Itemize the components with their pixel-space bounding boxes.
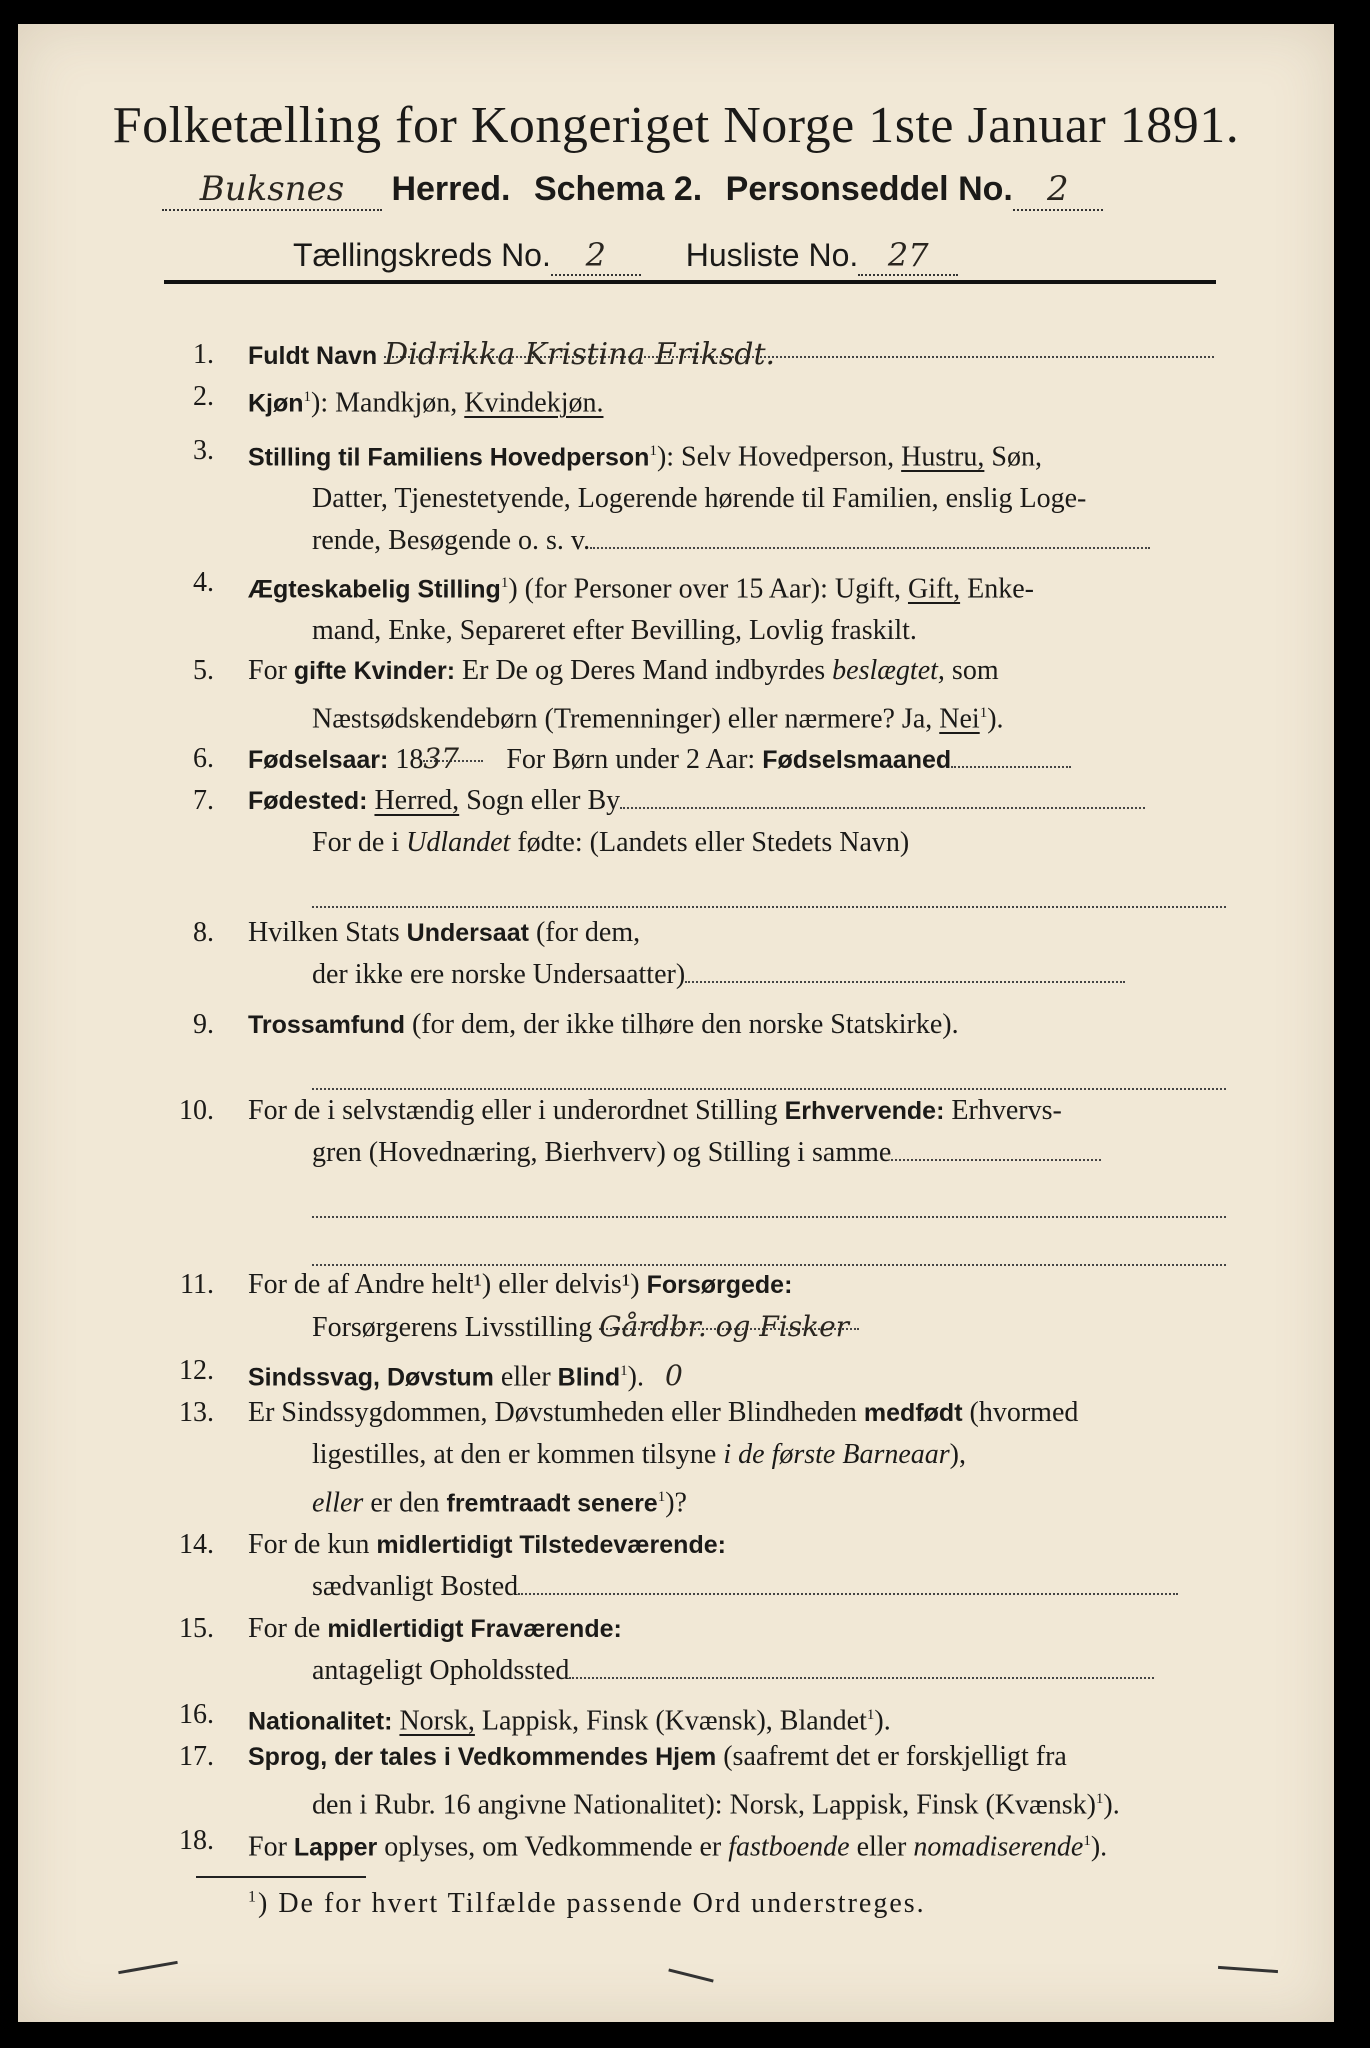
kreds-field[interactable] <box>551 236 641 276</box>
personseddel-no: 2 <box>1047 169 1069 209</box>
item-number: 4. <box>193 567 214 598</box>
item-label: midlertidigt Fraværende: <box>327 1615 622 1643</box>
birthplace-field[interactable] <box>620 785 1145 809</box>
occupation-field[interactable] <box>891 1137 1101 1161</box>
birth-year-prefix: 18 <box>395 744 424 775</box>
census-form <box>18 24 1334 2022</box>
item-text: som <box>951 655 999 686</box>
ink-smear <box>1218 1966 1278 1973</box>
item-text-line: antageligt Opholdssted <box>312 1655 570 1686</box>
item-label: Undersaat <box>406 919 529 947</box>
provider-occupation-value: Gårdbr. og Fisker <box>599 1310 850 1343</box>
item-text: )? <box>665 1487 687 1519</box>
item-number: 3. <box>193 435 214 466</box>
footnote <box>248 1888 926 1920</box>
item-number: 16. <box>179 1699 214 1730</box>
birth-year-field[interactable] <box>423 738 483 775</box>
item-text: Lappisk, Finsk (Kvænsk), Blandet <box>481 1705 867 1737</box>
item-text: For de <box>248 1613 321 1644</box>
item-label: midlertidigt Tilstedeværende: <box>376 1531 726 1559</box>
dotted-fill <box>590 525 1150 549</box>
item-label: Stilling til Familiens Hovedperson <box>248 443 650 472</box>
item-text: ). <box>627 1361 644 1393</box>
provider-occupation-field[interactable] <box>599 1306 859 1343</box>
item-text: ), <box>949 1439 966 1470</box>
item-text: ). <box>987 703 1004 735</box>
item-text: ). <box>1103 1789 1120 1821</box>
item-text: For de kun <box>248 1529 370 1560</box>
item-number: 7. <box>193 785 214 816</box>
item-text: Erhvervs- <box>951 1095 1062 1126</box>
personseddel-field[interactable] <box>1013 169 1103 211</box>
item-label: gifte Kvinder: <box>293 657 456 685</box>
item-label: Fuldt Navn <box>248 342 378 370</box>
item-number: 6. <box>193 743 214 774</box>
item-text: Sogn eller By <box>466 785 621 816</box>
kreds-no: 2 <box>585 236 607 274</box>
occupation-field-2[interactable] <box>312 1174 1226 1218</box>
item-label: Lapper <box>293 1833 378 1862</box>
footnote-ref: 1 <box>500 575 509 591</box>
item-text: eller <box>500 1361 551 1393</box>
footnote-ref: 1 <box>979 705 988 721</box>
presumed-residence-field[interactable] <box>569 1655 1154 1679</box>
item-text: For Børn under 2 Aar: <box>506 744 756 775</box>
item-text: ) (for Personer over 15 Aar): Ugift, <box>508 573 901 605</box>
item-label: Fødested: <box>248 787 368 815</box>
selected-option[interactable]: Herred, <box>374 785 460 816</box>
item-text-line: gren (Hovednæring, Bierhverv) og Stilling i samme <box>312 1137 892 1168</box>
item-text: ligestilles, at den er kommen tilsyne <box>312 1439 717 1470</box>
item-number: 9. <box>193 1009 214 1040</box>
husliste-field[interactable] <box>858 236 958 276</box>
item-label: Erhvervende: <box>784 1097 945 1125</box>
selected-option[interactable]: Nei <box>939 703 980 735</box>
footnote-ref: 1 <box>303 389 312 405</box>
item-text: For <box>248 1831 287 1863</box>
item-text-italic: beslægtet, <box>832 655 945 686</box>
item-text: er den <box>370 1487 440 1519</box>
item-text: (hvormed <box>969 1397 1079 1428</box>
item-text-line: rende, Besøgende o. s. v. <box>312 525 591 557</box>
item-label: Nationalitet: <box>248 1707 393 1736</box>
item-text-line: Datter, Tjenestetyende, Logerende hørende til Familien, enslig Loge- <box>312 483 1087 515</box>
item-text: ). <box>874 1705 891 1737</box>
birth-year-value: 37 <box>423 742 459 775</box>
item-text: oplyses, om Vedkommende er <box>384 1831 722 1863</box>
full-name-field[interactable] <box>384 334 1214 372</box>
item-text: Er Sindssygdommen, Døvstumheden eller Blindheden <box>248 1397 857 1428</box>
disability-value[interactable]: 0 <box>664 1359 683 1393</box>
item-text: For de i selvstændig eller i underordnet Stilling <box>248 1095 778 1126</box>
item-text-line: mand, Enke, Separeret efter Bevilling, Lovlig fraskilt. <box>312 615 917 647</box>
item-text: Hvilken Stats <box>248 917 400 948</box>
form-title: Folketælling for Kongeriget Norge 1ste Januar 1891. <box>112 97 1240 154</box>
selected-option[interactable]: Gift, <box>907 573 961 605</box>
footnote-ref: 1 <box>649 443 657 459</box>
herred-name: Buksnes <box>199 169 345 209</box>
item-label: Blind <box>557 1363 621 1392</box>
item-text: ). <box>1090 1831 1108 1863</box>
footnote-ref: 1 <box>1083 1833 1091 1849</box>
item-text: eller <box>856 1831 907 1863</box>
birth-month-field[interactable] <box>951 744 1071 768</box>
footnote-text: ) De for hvert Tilfælde passende Ord understreges. <box>258 1888 926 1919</box>
selected-option[interactable]: Kvindekjøn. <box>464 387 604 419</box>
item-text: For de af Andre helt¹) eller delvis¹) <box>248 1269 640 1300</box>
foreign-birthplace-field[interactable] <box>312 864 1226 908</box>
header-kreds-line <box>293 236 1193 276</box>
header-schema-line <box>162 169 1222 211</box>
item-text-italic: fastboende <box>728 1831 850 1863</box>
item-number: 10. <box>179 1095 214 1126</box>
item-number: 13. <box>179 1397 214 1428</box>
ink-smear <box>668 1968 713 1982</box>
item-label: Kjøn <box>248 389 304 418</box>
item-text-line: Forsørgerens Livsstilling <box>312 1312 593 1343</box>
item-text-italic: nomadiserende <box>913 1831 1084 1863</box>
item-number: 1. <box>193 339 214 370</box>
item-text: Er De og Deres Mand indbyrdes <box>462 655 826 686</box>
citizenship-field[interactable] <box>685 959 1125 983</box>
footnote-ref: 1 <box>1095 1791 1104 1807</box>
item-text-line: Næstsødskendebørn (Tremenninger) eller nærmere? Ja, <box>312 703 933 735</box>
item-text: ): Mandkjøn, <box>311 387 458 419</box>
item-label: Fødselsaar: <box>248 746 389 774</box>
item-number: 8. <box>193 917 214 948</box>
footnote-ref: 1 <box>866 1707 875 1723</box>
schema-label: Schema 2. <box>533 170 703 208</box>
item-label: Ægteskabelig Stilling <box>248 575 501 604</box>
item-text: ): Selv Hovedperson, <box>656 441 895 473</box>
item-number: 11. <box>180 1269 214 1300</box>
husliste-no: 27 <box>887 236 929 274</box>
selected-option[interactable]: Hustru, <box>901 441 985 473</box>
item-label: Trossamfund <box>248 1011 405 1039</box>
item-text-line: der ikke ere norske Undersaatter) <box>312 959 686 990</box>
usual-residence-field[interactable] <box>518 1571 1178 1595</box>
ink-smear <box>118 1961 178 1974</box>
item-label: Forsørgede: <box>646 1271 793 1299</box>
item-label: medfødt <box>863 1399 963 1427</box>
footnote-ref: 1 <box>657 1489 666 1505</box>
full-name-value: Didrikka Kristina Eriksdt. <box>384 337 776 372</box>
religion-field[interactable] <box>312 1046 1226 1090</box>
item-label: Sprog, der tales i Vedkommendes Hjem <box>248 1743 717 1771</box>
item-text-line: den i Rubr. 16 angivne Nationalitet): Norsk, Lappisk, Finsk (Kvænsk) <box>312 1789 1096 1821</box>
item-text-italic: i de første Barneaar <box>723 1439 950 1470</box>
item-label: fremtraadt senere <box>446 1489 658 1518</box>
footnote-rule <box>196 1876 366 1878</box>
item-number: 12. <box>179 1355 214 1386</box>
header-rule <box>164 280 1216 284</box>
item-text-italic: eller <box>312 1487 364 1519</box>
item-label: Sindssvag, Døvstum <box>248 1363 494 1392</box>
item-number: 15. <box>179 1613 214 1644</box>
item-text-line: sædvanligt Bosted <box>312 1571 519 1602</box>
herred-field[interactable] <box>162 169 382 211</box>
item-text: (for dem, der ikke tilhøre den norske Statskirke). <box>411 1009 959 1040</box>
item-text: For de i <box>312 827 400 858</box>
item-text: fødte: (Landets eller Stedets Navn) <box>517 827 910 858</box>
item-number: 2. <box>193 381 214 412</box>
item-label: Fødselsmaaned <box>762 746 952 774</box>
footnote-ref: 1 <box>620 1363 628 1379</box>
occupation-field-3[interactable] <box>312 1222 1226 1266</box>
item-text: For <box>248 655 287 686</box>
footnote-marker: 1 <box>248 1888 258 1906</box>
herred-label: Herred. <box>391 170 511 208</box>
item-number: 5. <box>193 655 214 686</box>
item-text-italic: Udlandet <box>406 827 511 858</box>
husliste-label: Husliste No. <box>685 237 859 273</box>
personseddel-label: Personseddel No. <box>725 170 1013 208</box>
item-text: (for dem, <box>535 917 641 948</box>
item-number: 17. <box>179 1741 214 1772</box>
kreds-label: Tællingskreds No. <box>293 237 551 273</box>
selected-option[interactable]: Norsk, <box>399 1705 475 1737</box>
item-text: (saafremt det er forskjelligt fra <box>723 1741 1067 1772</box>
item-text: Søn, <box>991 441 1042 473</box>
item-number: 18. <box>179 1825 214 1856</box>
item-number: 14. <box>179 1529 214 1560</box>
item-text: Enke- <box>967 573 1034 605</box>
